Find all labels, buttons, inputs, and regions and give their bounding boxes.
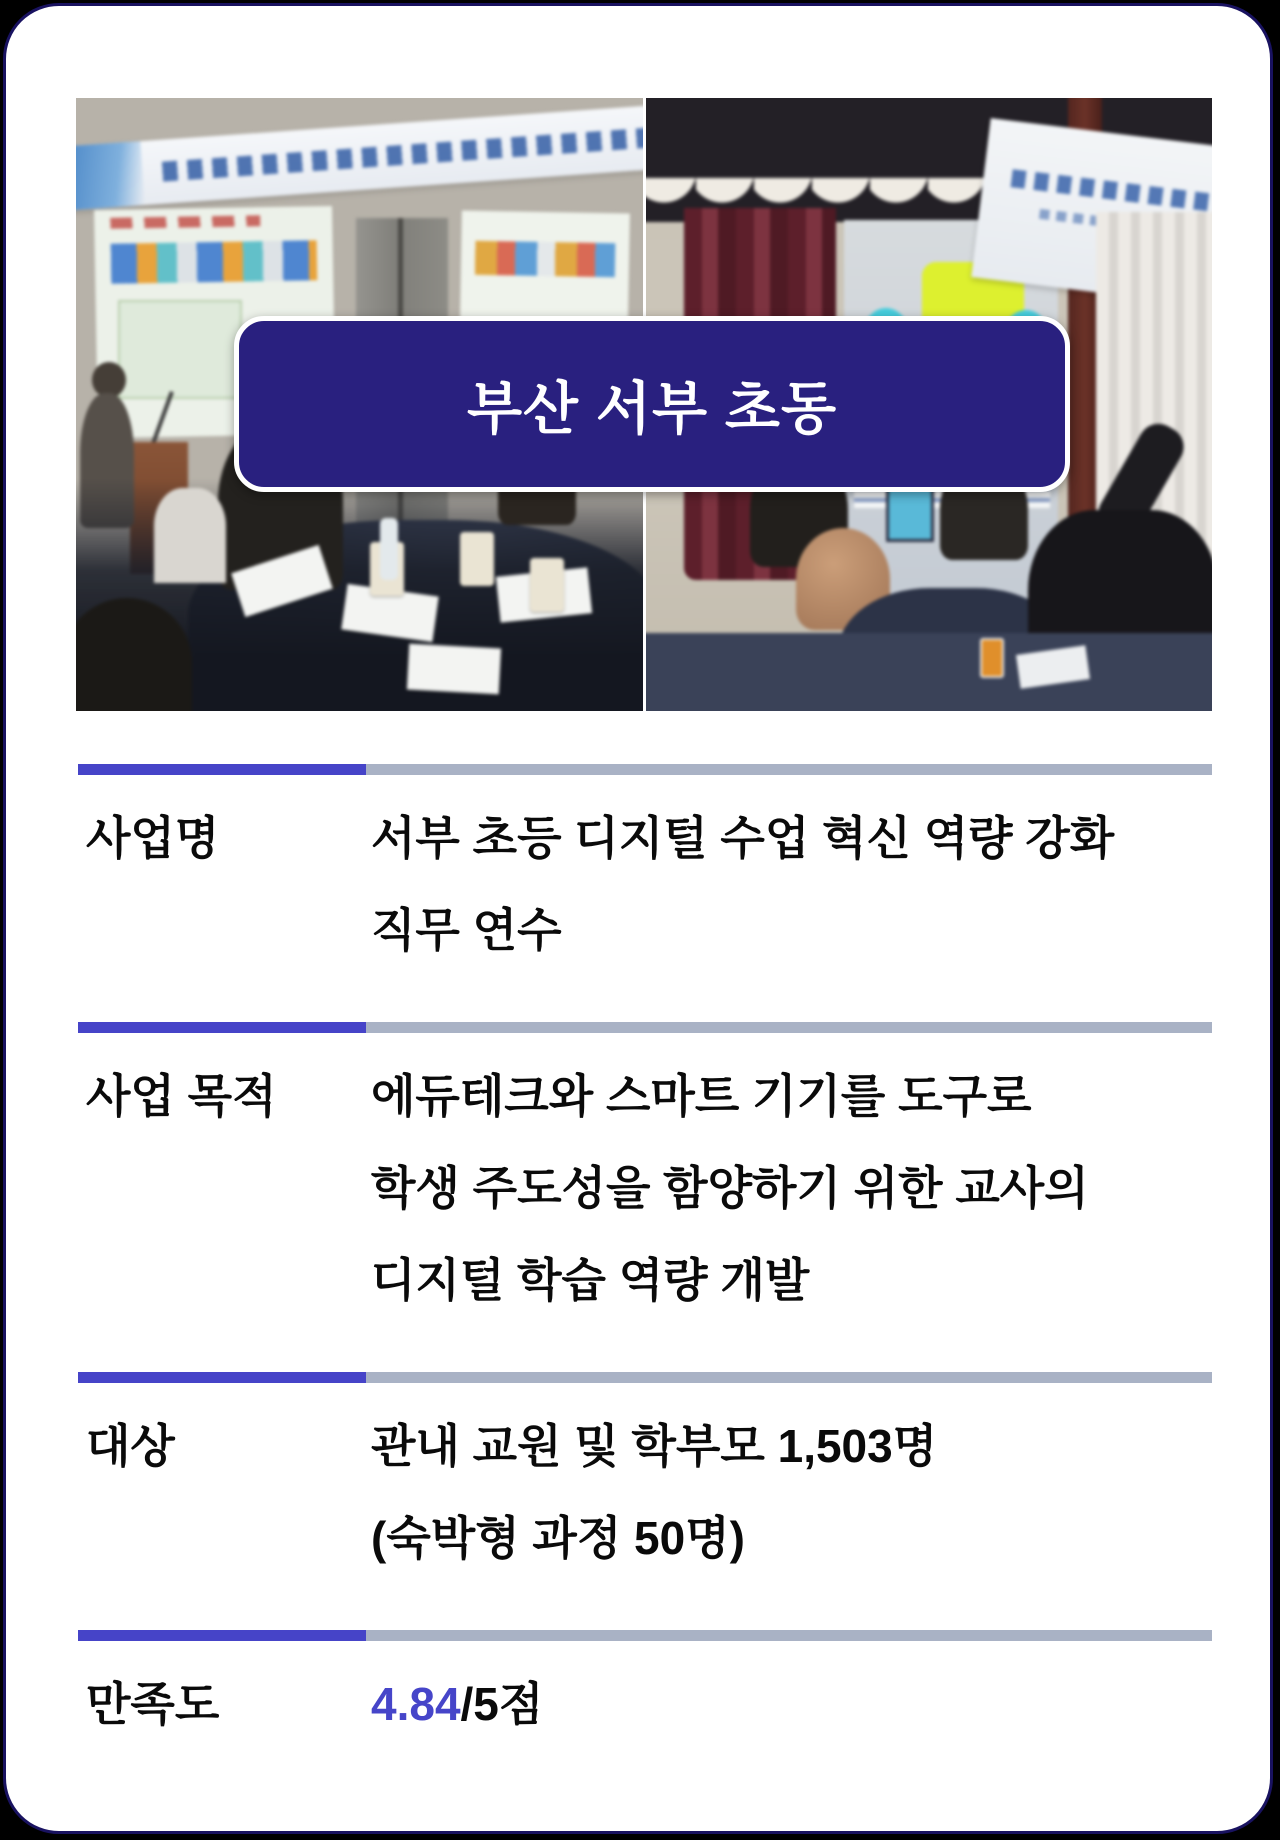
bottle — [380, 518, 398, 580]
row-value — [371, 1050, 1212, 1326]
value-line: 관내 교원 및 학부모 1,503명 — [371, 1420, 938, 1472]
value-line: (숙박형 과정 50명) — [371, 1512, 745, 1564]
region-title: 부산 서부 초동 — [466, 377, 838, 441]
table-edge — [646, 633, 1213, 711]
cup — [530, 558, 564, 612]
table-row-target — [78, 1372, 1212, 1630]
row-divider — [78, 1630, 1212, 1641]
value-line: 에듀테크와 스마트 기기를 도구로 — [371, 1070, 1032, 1122]
row-label: 대상 — [86, 1420, 175, 1472]
divider-rest — [366, 1630, 1212, 1641]
satisfaction-score: 4.84 — [371, 1678, 461, 1730]
row-value — [371, 1400, 1212, 1584]
row-divider — [78, 764, 1212, 775]
juice-glass — [980, 638, 1004, 678]
table-row-satisfaction — [78, 1630, 1212, 1770]
paper — [407, 644, 501, 695]
value-line: 학생 주도성을 함양하기 위한 교사의 — [371, 1162, 1089, 1214]
row-value — [371, 792, 1212, 976]
divider-accent — [78, 1372, 366, 1383]
info-card — [3, 3, 1273, 1834]
divider-accent — [78, 1630, 366, 1641]
attendee-silhouette — [154, 488, 226, 583]
divider-rest — [366, 764, 1212, 775]
table-row-project-name — [78, 764, 1212, 1022]
row-label: 사업 목적 — [86, 1070, 277, 1122]
row-divider — [78, 1022, 1212, 1033]
divider-accent — [78, 1022, 366, 1033]
info-table — [78, 764, 1212, 1770]
divider-rest — [366, 1022, 1212, 1033]
satisfaction-scale: /5점 — [460, 1678, 544, 1730]
cup — [460, 532, 494, 586]
divider-rest — [366, 1372, 1212, 1383]
divider-accent — [78, 764, 366, 775]
value-line: 직무 연수 — [371, 904, 562, 956]
row-label: 만족도 — [86, 1678, 220, 1730]
row-divider — [78, 1372, 1212, 1383]
region-title-banner — [234, 316, 1070, 492]
row-value — [371, 1658, 1212, 1750]
row-label: 사업명 — [86, 812, 220, 864]
value-line: 디지털 학습 역량 개발 — [371, 1254, 810, 1306]
value-line: 서부 초등 디지털 수업 혁신 역량 강화 — [371, 812, 1115, 864]
table-row-project-purpose — [78, 1022, 1212, 1372]
